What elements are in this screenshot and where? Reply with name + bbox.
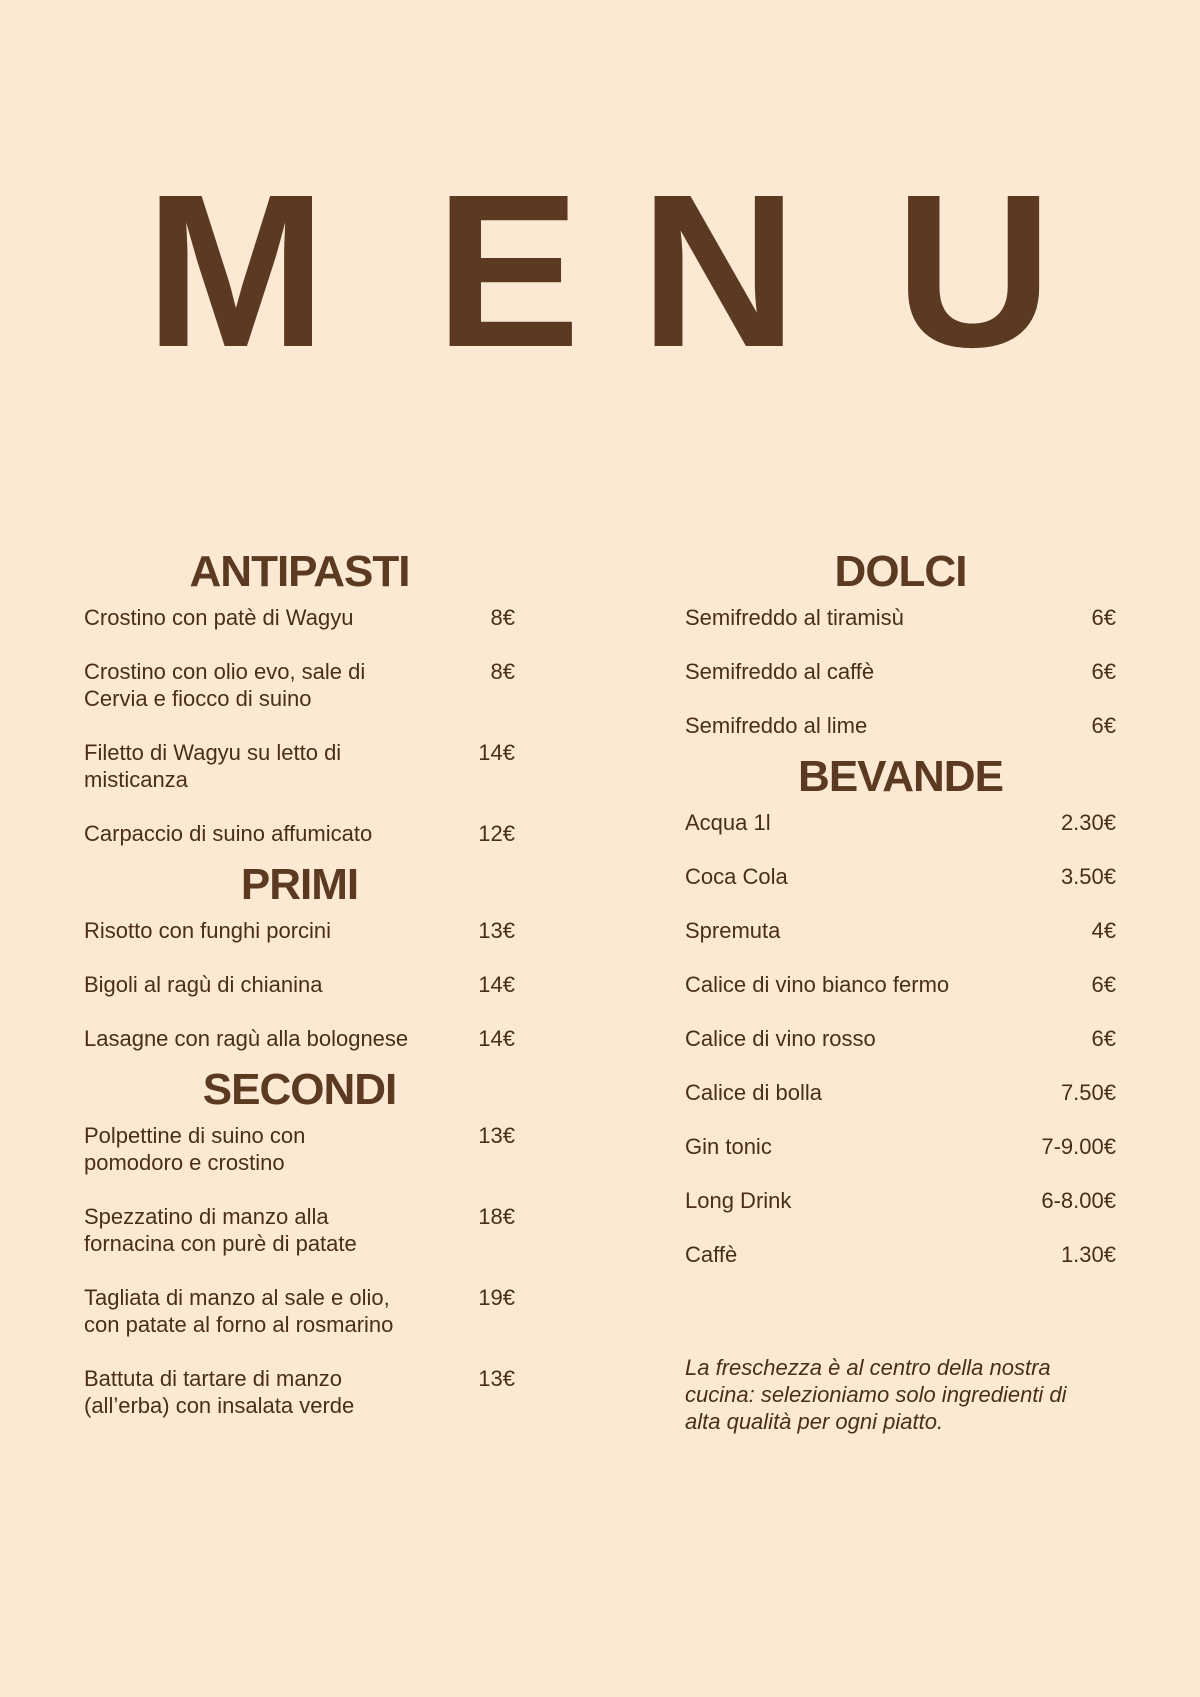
- section-title-primi: PRIMI: [240, 860, 359, 909]
- item-price: 4€: [1091, 918, 1116, 943]
- item-price: 18€: [478, 1204, 515, 1229]
- item-name: Crostino con patè di Wagyu: [84, 605, 354, 630]
- menu-item: [84, 658, 515, 712]
- section-title-secondi: SECONDI: [202, 1065, 397, 1114]
- item-price: 12€: [478, 821, 515, 846]
- item-name: Semifreddo al lime: [685, 713, 868, 738]
- item-price: 13€: [478, 1366, 515, 1391]
- item-name: Long Drink: [685, 1188, 792, 1213]
- section-title-antipasti: ANTIPASTI: [189, 547, 410, 596]
- item-price: 6€: [1091, 972, 1116, 997]
- item-name: Polpettine di suino con pomodoro e crostino: [84, 1123, 306, 1175]
- item-price: 14€: [478, 1026, 515, 1051]
- menu-item: [84, 820, 515, 847]
- freshness-note: La freschezza è al centro della nostra cucina: selezioniamo solo ingredienti di alta qualità per ogni piatto.: [685, 1355, 1067, 1434]
- item-price: 7-9.00€: [1041, 1134, 1116, 1159]
- item-name: Carpaccio di suino affumicato: [84, 821, 373, 846]
- menu-item: [84, 604, 515, 631]
- item-name: Calice di vino rosso: [685, 1026, 876, 1051]
- item-price: 3.50€: [1060, 864, 1116, 889]
- item-price: 14€: [478, 972, 515, 997]
- section-title-bevande: BEVANDE: [798, 752, 1003, 801]
- item-name: Lasagne con ragù alla bolognese: [84, 1026, 409, 1051]
- menu-item: [685, 1187, 1116, 1214]
- item-price: 1.30€: [1060, 1242, 1116, 1267]
- menu-item: [84, 1284, 515, 1338]
- item-name: Semifreddo al tiramisù: [685, 605, 904, 630]
- item-name: Risotto con funghi porcini: [84, 918, 332, 943]
- item-name: Spezzatino di manzo alla fornacina con purè di patate: [84, 1204, 357, 1256]
- right-column: [685, 548, 1116, 1268]
- item-name: Filetto di Wagyu su letto di misticanza: [84, 740, 342, 792]
- menu-item: [84, 739, 515, 793]
- item-price: 6€: [1091, 659, 1116, 684]
- menu-item: [685, 1025, 1116, 1052]
- menu-item: [685, 971, 1116, 998]
- item-price: 7.50€: [1060, 1080, 1116, 1105]
- item-price: 8€: [490, 659, 515, 684]
- item-price: 6-8.00€: [1041, 1188, 1116, 1213]
- menu-title-letter-m: M: [145, 150, 327, 393]
- item-price: 14€: [478, 740, 515, 765]
- item-price: 8€: [490, 605, 515, 630]
- item-price: 13€: [478, 918, 515, 943]
- item-price: 6€: [1091, 605, 1116, 630]
- menu-item: [685, 917, 1116, 944]
- menu-item: [84, 971, 515, 998]
- menu-title-letter-e: E: [435, 150, 581, 393]
- item-name: Battuta di tartare di manzo (all’erba) con insalata verde: [84, 1366, 355, 1418]
- menu-item: [685, 604, 1116, 631]
- item-price: 13€: [478, 1123, 515, 1148]
- item-name: Coca Cola: [685, 864, 788, 889]
- item-name: Crostino con olio evo, sale di Cervia e fiocco di suino: [84, 659, 366, 711]
- left-column: [84, 548, 515, 1419]
- menu-item: [84, 917, 515, 944]
- item-name: Caffè: [685, 1242, 738, 1267]
- menu-item: [84, 1025, 515, 1052]
- item-price: 19€: [478, 1285, 515, 1310]
- item-name: Spremuta: [685, 918, 781, 943]
- section-title-dolci: DOLCI: [834, 547, 967, 596]
- menu-item: [685, 712, 1116, 739]
- item-name: Gin tonic: [685, 1134, 772, 1159]
- menu-item: [84, 1365, 515, 1419]
- item-name: Bigoli al ragù di chianina: [84, 972, 323, 997]
- item-price: 6€: [1091, 713, 1116, 738]
- menu-item: [685, 658, 1116, 685]
- item-name: Calice di vino bianco fermo: [685, 972, 950, 997]
- item-name: Tagliata di manzo al sale e olio, con patate al forno al rosmarino: [84, 1285, 394, 1337]
- item-price: 6€: [1091, 1026, 1116, 1051]
- item-name: Acqua 1l: [685, 810, 771, 835]
- menu-item: [84, 1122, 515, 1176]
- menu-item: [84, 1203, 515, 1257]
- menu-item: [685, 1079, 1116, 1106]
- menu-item: [685, 1241, 1116, 1268]
- menu-item: [685, 863, 1116, 890]
- menu-item: [685, 809, 1116, 836]
- item-name: Calice di bolla: [685, 1080, 822, 1105]
- item-price: 2.30€: [1060, 810, 1116, 835]
- item-name: Semifreddo al caffè: [685, 659, 875, 684]
- menu-title-letter-n: N: [640, 150, 798, 393]
- menu-item: [685, 1133, 1116, 1160]
- menu-title-letter-u: U: [895, 150, 1053, 393]
